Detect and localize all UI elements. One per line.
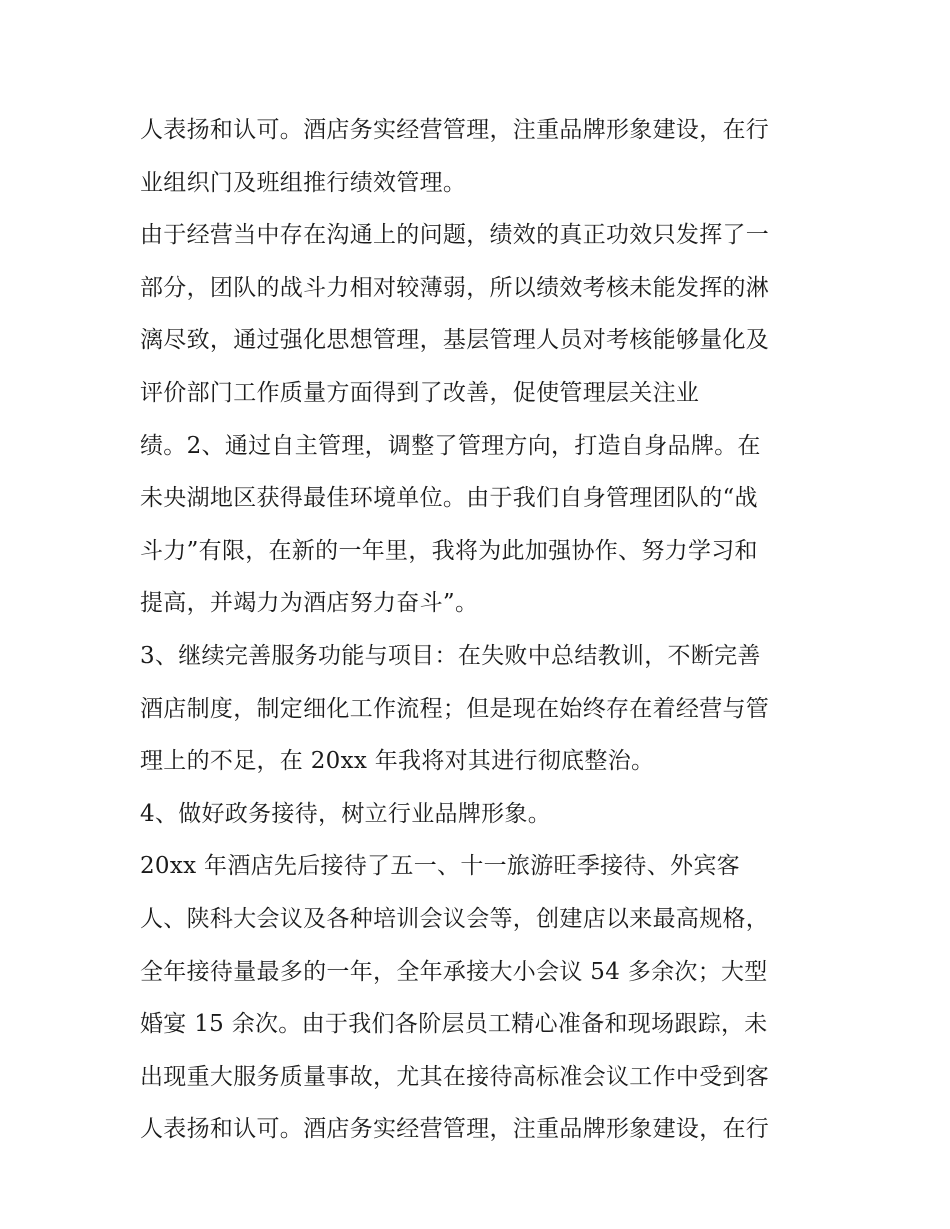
text-line: 人表扬和认可。酒店务实经营管理，注重品牌形象建设，在行 [140,1116,770,1143]
text-line: 4、做好政务接待，树立行业品牌形象。 [140,800,552,827]
text-line: 20xx 年酒店先后接待了五一、十一旅游旺季接待、外宾客 [140,853,740,880]
text-line: 业组织门及班组推行绩效管理。 [140,169,467,196]
text-line: 提高，并竭力为酒店努力奋斗”。 [140,590,479,617]
text-line: 出现重大服务质量事故，尤其在接待高标准会议工作中受到客 [140,1063,770,1090]
text-line: 未央湖地区获得最佳环境单位。由于我们自身管理团队的“战 [140,485,758,512]
text-line: 婚宴 15 余次。由于我们各阶层员工精心准备和现场跟踪，未 [140,1011,768,1038]
text-line: 人、陕科大会议及各种培训会议会等，创建店以来最高规格， [140,905,770,932]
text-line: 由于经营当中存在沟通上的问题，绩效的真正功效只发挥了一 [140,222,770,249]
text-line: 绩。2、通过自主管理，调整了管理方向，打造自身品牌。在 [140,432,761,459]
text-line: 部分，团队的战斗力相对较薄弱，所以绩效考核未能发挥的淋 [140,274,770,301]
text-line: 斗力”有限，在新的一年里，我将为此加强协作、努力学习和 [140,537,758,564]
text-line: 3、继续完善服务功能与项目：在失败中总结教训，不断完善 [140,642,761,669]
text-line: 理上的不足，在 20xx 年我将对其进行彻底整治。 [140,748,655,775]
text-line: 酒店制度，制定细化工作流程；但是现在始终存在着经营与管 [140,695,770,722]
document-body [140,104,830,1156]
text-line: 评价部门工作质量方面得到了改善，促使管理层关注业 [140,379,700,406]
text-line: 全年接待量最多的一年，全年承接大小会议 54 多余次；大型 [140,958,768,985]
text-line: 人表扬和认可。酒店务实经营管理，注重品牌形象建设，在行 [140,117,770,143]
text-line: 漓尽致，通过强化思想管理，基层管理人员对考核能够量化及 [140,327,770,354]
